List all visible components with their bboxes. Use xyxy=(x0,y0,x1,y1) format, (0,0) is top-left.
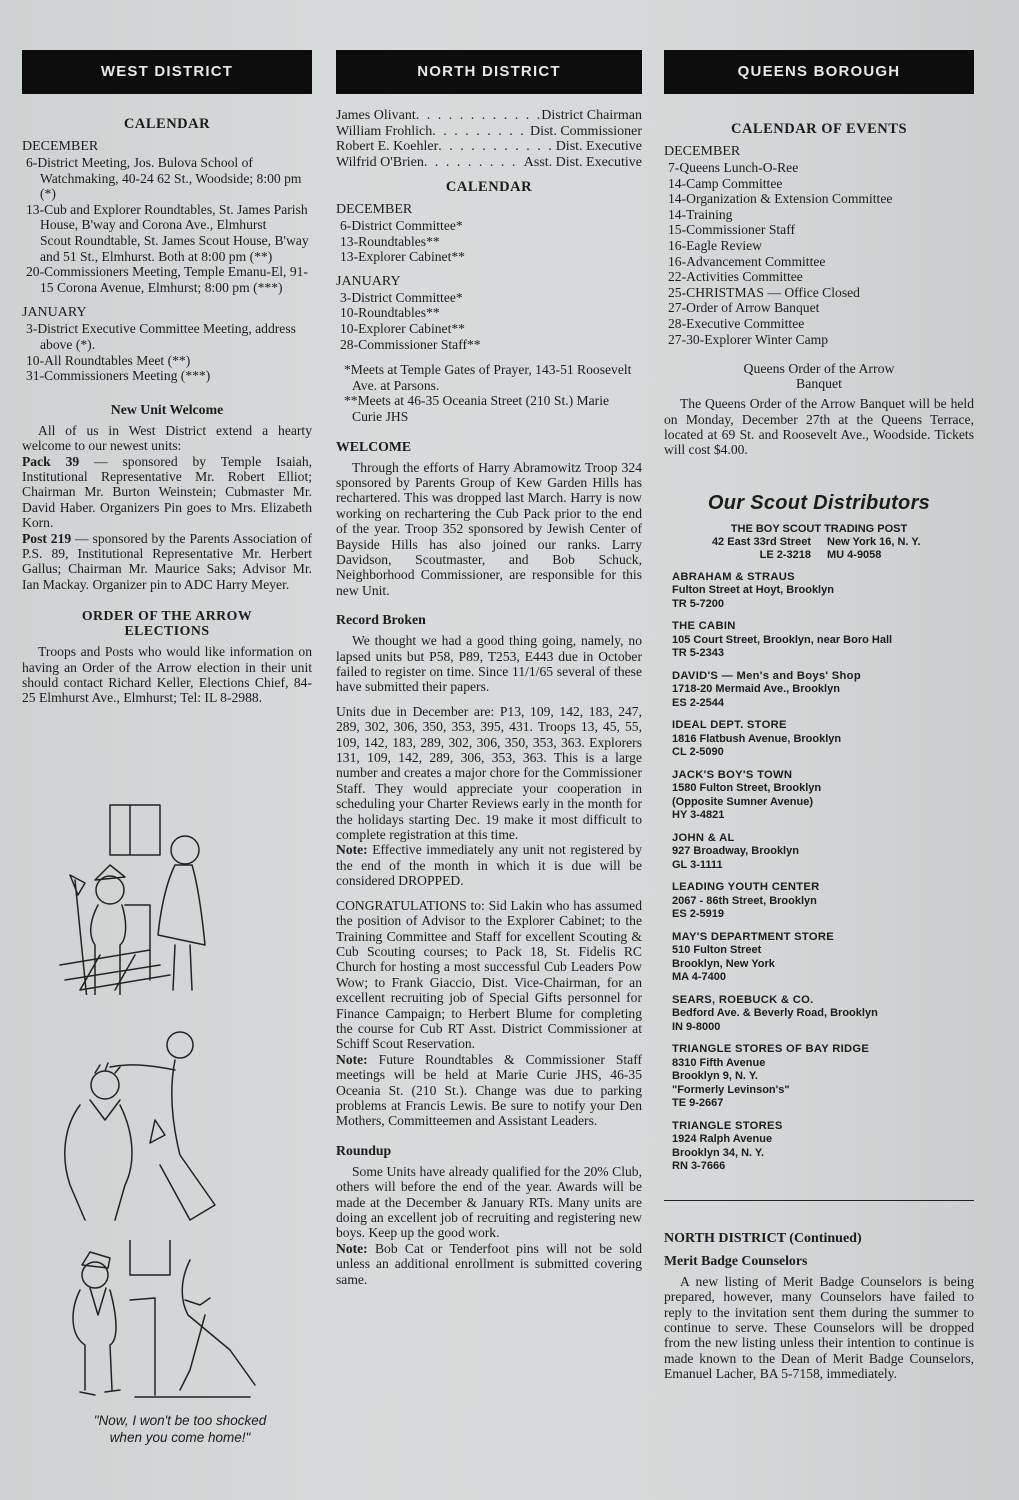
store-entry xyxy=(664,769,974,823)
trading-post xyxy=(664,523,974,562)
queens-calendar-title: CALENDAR OF EVENTS xyxy=(730,121,908,137)
calendar-event: 6-District Meeting, Jos. Bulova School of Watchmaking, 40-24 62 St., Woodside; 8:00 pm (*) xyxy=(26,155,302,202)
calendar-event: 28-Commissioner Staff** xyxy=(340,336,481,352)
store-detail-line: Brooklyn 34, N. Y. xyxy=(672,1146,765,1159)
calendar-event: 3-District Executive Committee Meeting, address above (*). xyxy=(26,321,296,352)
calendar-event: 14-Training xyxy=(668,206,733,222)
store-detail-line: 8310 Fifth Avenue xyxy=(672,1056,766,1069)
store-detail-line: Brooklyn 9, N. Y. xyxy=(672,1070,758,1083)
store-detail-line: Fulton Street at Hoyt, Brooklyn xyxy=(672,584,834,597)
store-detail-line: ES 2-2544 xyxy=(672,696,724,709)
oa-title-line-1: ORDER OF THE ARROW xyxy=(81,608,253,624)
store-entry xyxy=(664,881,974,922)
calendar-event: 25-CHRISTMAS — Office Closed xyxy=(668,284,860,300)
store-detail-line: 927 Broadway, Brooklyn xyxy=(672,845,799,858)
merit-badge-text: A new listing of Merit Badge Counselors is being prepared, however, many Counselors have failed to reply to the invitation sent them during the summer to continue to serve. These Counselors will be dropped from the new listing unless their intention to continue is made known to the Dean of Merit Badge Counselors, Emanuel Lacher, BA 5-7158, immediately. xyxy=(664,1273,974,1382)
west-calendar-title: CALENDAR xyxy=(123,116,211,132)
store-detail-line: GL 3-1111 xyxy=(672,858,723,871)
roster-name: Robert E. Koehler xyxy=(336,139,439,154)
note-label: Note: xyxy=(336,842,368,858)
store-detail-line: 105 Court Street, Brooklyn, near Boro Hall xyxy=(672,633,893,646)
trading-post-phone-1: LE 2-3218 xyxy=(759,548,811,561)
store-name: MAY'S DEPARTMENT STORE xyxy=(672,930,834,943)
store-entry xyxy=(664,670,974,711)
roster-role: Dist. Executive xyxy=(555,139,642,154)
new-unit-welcome-title: New Unit Welcome xyxy=(110,401,224,417)
footnote-double-star: **Meets at 46-35 Oceania Street (210 St.) Marie Curie JHS xyxy=(344,393,609,424)
welcome-text: Through the efforts of Harry Abramowitz Troop 324 sponsored by Parents Group of Kew Garden Hills has rechartered. This was dropped last March. Harry is now working on rechartering the Cub Pack prior to the end of the year. Troop 352 sponsored by Jewish Center of Bayside Hills has also joined our ranks. Larry Davidson, Scoutmaster, and Bob Schuck, Neighborhood Commissioner, are responsible for this new Unit. xyxy=(336,459,642,598)
trading-post-details xyxy=(664,536,974,562)
calendar-event: 16-Eagle Review xyxy=(668,237,762,253)
note-text: Effective immediately any unit not registered by the end of the month in which it is due will be considered DROPPED. xyxy=(336,842,642,889)
west-january-list xyxy=(22,321,312,383)
record-broken-text: We thought we had a good thing going, namely, no lapsed units but P58, P89, T253, E443 due in October failed to register on time. Since 11/1/65 several of these have submitted their papers. xyxy=(336,633,642,695)
store-detail-line: ES 2-5919 xyxy=(672,908,724,921)
units-due-text: Units due in December are: P13, 109, 142, 183, 247, 289, 302, 306, 350, 353, 395, 431. Troops 13, 45, 55, 109, 142, 183, 289, 302, 306, 350, 353, 363. Explorers 131, 109, 142, 289, 306, 353, 363. This is a large number and creates a major chore for the Commissioner Staff. They would appreciate your cooperation in scheduling your Charter Reviews early in the month for the holidays starting Dec. 19 make it most difficult to complete registration at this time. xyxy=(336,703,642,843)
calendar-event: 27-Order of Arrow Banquet xyxy=(668,300,820,316)
calendar-event: 14-Organization & Extension Committee xyxy=(668,191,893,207)
roster-role: District Chairman xyxy=(541,108,642,123)
trading-post-phone-2: MU 4-9058 xyxy=(827,548,882,561)
calendar-event: 10-All Roundtables Meet (**) xyxy=(26,352,191,368)
store-name: SEARS, ROEBUCK & CO. xyxy=(672,993,814,1006)
west-december-list xyxy=(22,155,312,295)
store-entry xyxy=(664,1043,974,1111)
calendar-event: 28-Executive Committee xyxy=(668,315,805,331)
store-detail-line: 2067 - 86th Street, Brooklyn xyxy=(672,894,817,907)
pack-text: — sponsored by Temple Isaiah, Institutional Representative Mr. Robert Elliot; Chairman Mr. Burton Weinstein; Cubmaster Mr. David Haber. Organizers Pin goes to Mrs. Elizabeth Korn. xyxy=(22,453,313,531)
store-name: TRIANGLE STORES OF BAY RIDGE xyxy=(672,1043,870,1056)
calendar-event: 6-District Committee* xyxy=(340,218,463,233)
west-district-column xyxy=(22,50,312,706)
roster-row xyxy=(336,108,642,124)
note-pins xyxy=(336,1241,642,1287)
queens-december-list xyxy=(664,160,974,347)
north-january-label: JANUARY xyxy=(336,273,401,289)
store-detail-line: RN 3-7666 xyxy=(672,1160,726,1173)
store-entry xyxy=(664,719,974,760)
note-label: Note: xyxy=(336,1051,368,1067)
note-label: Note: xyxy=(336,1240,368,1256)
store-name: LEADING YOUTH CENTER xyxy=(672,881,820,894)
record-broken-title: Record Broken xyxy=(336,612,426,628)
store-entry xyxy=(664,832,974,873)
store-name: DAVID'S — Men's and Boys' Shop xyxy=(672,669,861,682)
calendar-event: Scout Roundtable, St. James Scout House, B'way and 51 St., Elmhurst. Both at 8:00 pm (**) xyxy=(40,232,309,264)
store-detail-line: IN 9-8000 xyxy=(672,1020,721,1033)
roster-role: Dist. Commissioner xyxy=(529,123,642,139)
footnote-single-star: *Meets at Temple Gates of Prayer, 143-51 Roosevelt Ave. at Parsons. xyxy=(344,362,632,393)
store-name: JACK'S BOY'S TOWN xyxy=(672,768,793,781)
cartoon-panel-scout-returning xyxy=(40,1240,290,1405)
banquet-title-line-1: Queens Order of the Arrow xyxy=(743,361,895,377)
pack-label: Pack 39 xyxy=(22,453,80,469)
cartoon-panel-scout-disheveled xyxy=(40,1025,290,1225)
store-detail-line: "Formerly Levinson's" xyxy=(672,1083,790,1096)
store-detail-line: TR 5-7200 xyxy=(672,597,724,610)
oa-elections-title xyxy=(22,608,312,638)
store-list xyxy=(664,571,974,1174)
banquet-title-line-2: Banquet xyxy=(796,376,842,392)
cartoon-caption xyxy=(30,1412,330,1446)
store-entry xyxy=(664,1120,974,1174)
banquet-title xyxy=(664,361,974,391)
trading-post-city: New York 16, N. Y. xyxy=(827,535,921,548)
roundup-title: Roundup xyxy=(336,1142,392,1158)
roster-row xyxy=(336,124,642,140)
cartoon-panel-scout-leaving xyxy=(40,795,290,995)
store-detail-line: MA 4-7400 xyxy=(672,971,727,984)
store-detail-line: Brooklyn, New York xyxy=(672,957,775,970)
calendar-event: 20-Commissioners Meeting, Temple Emanu-El, 91-15 Corona Avenue, Elmhurst; 8:00 pm (***) xyxy=(26,264,308,295)
oa-title-line-2: ELECTIONS xyxy=(124,623,210,639)
roster-role: Asst. Dist. Executive xyxy=(523,154,642,170)
store-detail-line: 510 Fulton Street xyxy=(672,944,762,957)
note-text: Future Roundtables & Commissioner Staff meetings will be held at Marie Curie JHS, 46-35 Oceania St. (210 St.). Change was due to parking problems at Francis Lewis. Be sure to notify your Den Mothers, Committeemen and Assistant Leaders. xyxy=(336,1051,642,1129)
post-text: — sponsored by the Parents Association of P.S. 89, Institutional Representative Mr. Herbert Gallus; Chairman Mr. Maurice Saks; Advisor Mr. Ian Mackay. Organizer pin to ADC Harry Meyer. xyxy=(22,530,312,592)
store-detail-line: 1718-20 Mermaid Ave., Brooklyn xyxy=(672,683,840,696)
queens-borough-column xyxy=(664,50,974,1382)
roster-name: Wilfrid O'Brien xyxy=(336,154,424,170)
banquet-text: The Queens Order of the Arrow Banquet will be held on Monday, December 27th at the Queens Terrace, located at 69 St. and Roosevelt Ave., Woodside. Tickets will cost $4.00. xyxy=(664,396,974,458)
store-name: ABRAHAM & STRAUS xyxy=(672,570,795,583)
calendar-event: 27-30-Explorer Winter Camp xyxy=(668,331,829,347)
store-detail-line: 1924 Ralph Avenue xyxy=(672,1133,773,1146)
merit-badge-title: Merit Badge Counselors xyxy=(664,1252,808,1268)
pack-39-paragraph xyxy=(22,454,312,531)
caption-line-1: "Now, I won't be too shocked xyxy=(93,1413,267,1428)
store-entry xyxy=(664,620,974,661)
north-roster xyxy=(336,108,642,170)
trading-post-name: THE BOY SCOUT TRADING POST xyxy=(730,522,908,535)
note-text: Bob Cat or Tenderfoot pins will not be sold unless an additional enrollment is submitted covering same. xyxy=(336,1240,642,1287)
note-dropped xyxy=(336,842,642,888)
calendar-event: 13-Cub and Explorer Roundtables, St. James Parish House, B'way and Corona Ave., Elmhurst xyxy=(26,201,308,233)
calendar-event: 10-Roundtables** xyxy=(340,305,440,321)
calendar-event: 3-District Committee* xyxy=(340,289,463,305)
welcome-title: WELCOME xyxy=(336,438,412,454)
post-219-paragraph xyxy=(22,531,312,593)
store-detail-line: Bedford Ave. & Beverly Road, Brooklyn xyxy=(672,1007,878,1020)
store-entry xyxy=(664,931,974,985)
store-name: THE CABIN xyxy=(672,620,736,633)
calendar-event: 16-Advancement Committee xyxy=(668,253,826,269)
caption-line-2: when you come home!" xyxy=(109,1430,251,1445)
roster-name: William Frohlich xyxy=(336,123,433,139)
post-label: Post 219 xyxy=(22,530,72,546)
store-detail-line: 1580 Fulton Street, Brooklyn xyxy=(672,782,822,795)
store-detail-line: TE 9-2667 xyxy=(672,1097,724,1110)
calendar-event: 31-Commissioners Meeting (***) xyxy=(26,368,211,384)
oa-elections-text: Troops and Posts who would like information on having an Order of the Arrow election in their unit should contact Richard Keller, Elections Chief, 84-25 Elmhurst Ave., Elmhurst; Tel: IL 8-2988. xyxy=(22,644,312,706)
calendar-event: 22-Activities Committee xyxy=(668,269,803,285)
north-district-column xyxy=(336,50,642,1287)
store-detail-line: 1816 Flatbush Avenue, Brooklyn xyxy=(672,732,842,745)
north-calendar-title: CALENDAR xyxy=(445,179,533,195)
roster-row xyxy=(336,139,642,155)
west-district-banner: WEST DISTRICT xyxy=(22,50,312,94)
roster-name: James Olivant xyxy=(336,108,416,123)
north-district-banner: NORTH DISTRICT xyxy=(336,50,642,94)
note-roundtables xyxy=(336,1052,642,1129)
calendar-event: 7-Queens Lunch-O-Ree xyxy=(668,160,799,175)
west-december-label: DECEMBER xyxy=(22,139,99,154)
west-january-label: JANUARY xyxy=(22,305,87,321)
store-name: JOHN & AL xyxy=(672,831,735,844)
roundup-text: Some Units have already qualified for the 20% Club, others will before the end of the year. Awards will be made at the December & January RTs. Many units are doing an excellent job of recruiting and registering new boys. Keep up the good work. xyxy=(336,1163,642,1241)
trading-post-address: 42 East 33rd Street xyxy=(711,535,811,548)
calendar-event: 14-Camp Committee xyxy=(668,175,783,191)
calendar-event: 10-Explorer Cabinet** xyxy=(340,320,465,336)
store-detail-line: CL 2-5090 xyxy=(672,746,724,759)
calendar-event: 15-Commissioner Staff xyxy=(668,222,795,238)
new-unit-intro: All of us in West District extend a hearty welcome to our newest units: xyxy=(22,422,312,454)
section-divider xyxy=(664,1200,974,1201)
calendar-event: 13-Explorer Cabinet** xyxy=(340,249,465,265)
queens-december-label: DECEMBER xyxy=(664,144,741,159)
store-entry xyxy=(664,571,974,612)
north-december-label: DECEMBER xyxy=(336,202,413,217)
store-detail-line: HY 3-4821 xyxy=(672,809,725,822)
roster-row xyxy=(336,155,642,171)
north-continued-title: NORTH DISTRICT (Continued) xyxy=(664,1230,862,1246)
queens-borough-banner: QUEENS BOROUGH xyxy=(664,50,974,94)
distributors-title: Our Scout Distributors xyxy=(707,491,931,514)
store-detail-line: TR 5-2343 xyxy=(672,647,724,660)
store-entry xyxy=(664,994,974,1035)
calendar-event: 13-Roundtables** xyxy=(340,233,440,249)
store-detail-line: (Opposite Sumner Avenue) xyxy=(672,795,813,808)
store-name: TRIANGLE STORES xyxy=(672,1119,783,1132)
store-name: IDEAL DEPT. STORE xyxy=(672,719,787,732)
congratulations-text: CONGRATULATIONS to: Sid Lakin who has assumed the position of Advisor to the Explorer Cabinet; to the Training Committee and Staff for excellent Scouting & Cub Scouting courses; to Pack 18, St. Fidelis RC Church for hosting a most successful Cub Leaders Pow Wow; to Frank Giaccio, Dist. Vice-Chairman, for an excellent recruiting job of Special Gifts personnel for Finance Campaign; to Herbert Blume for completing the course for Cub RT Asst. District Commissioner at Schiff Scout Reservation. xyxy=(336,897,642,1052)
